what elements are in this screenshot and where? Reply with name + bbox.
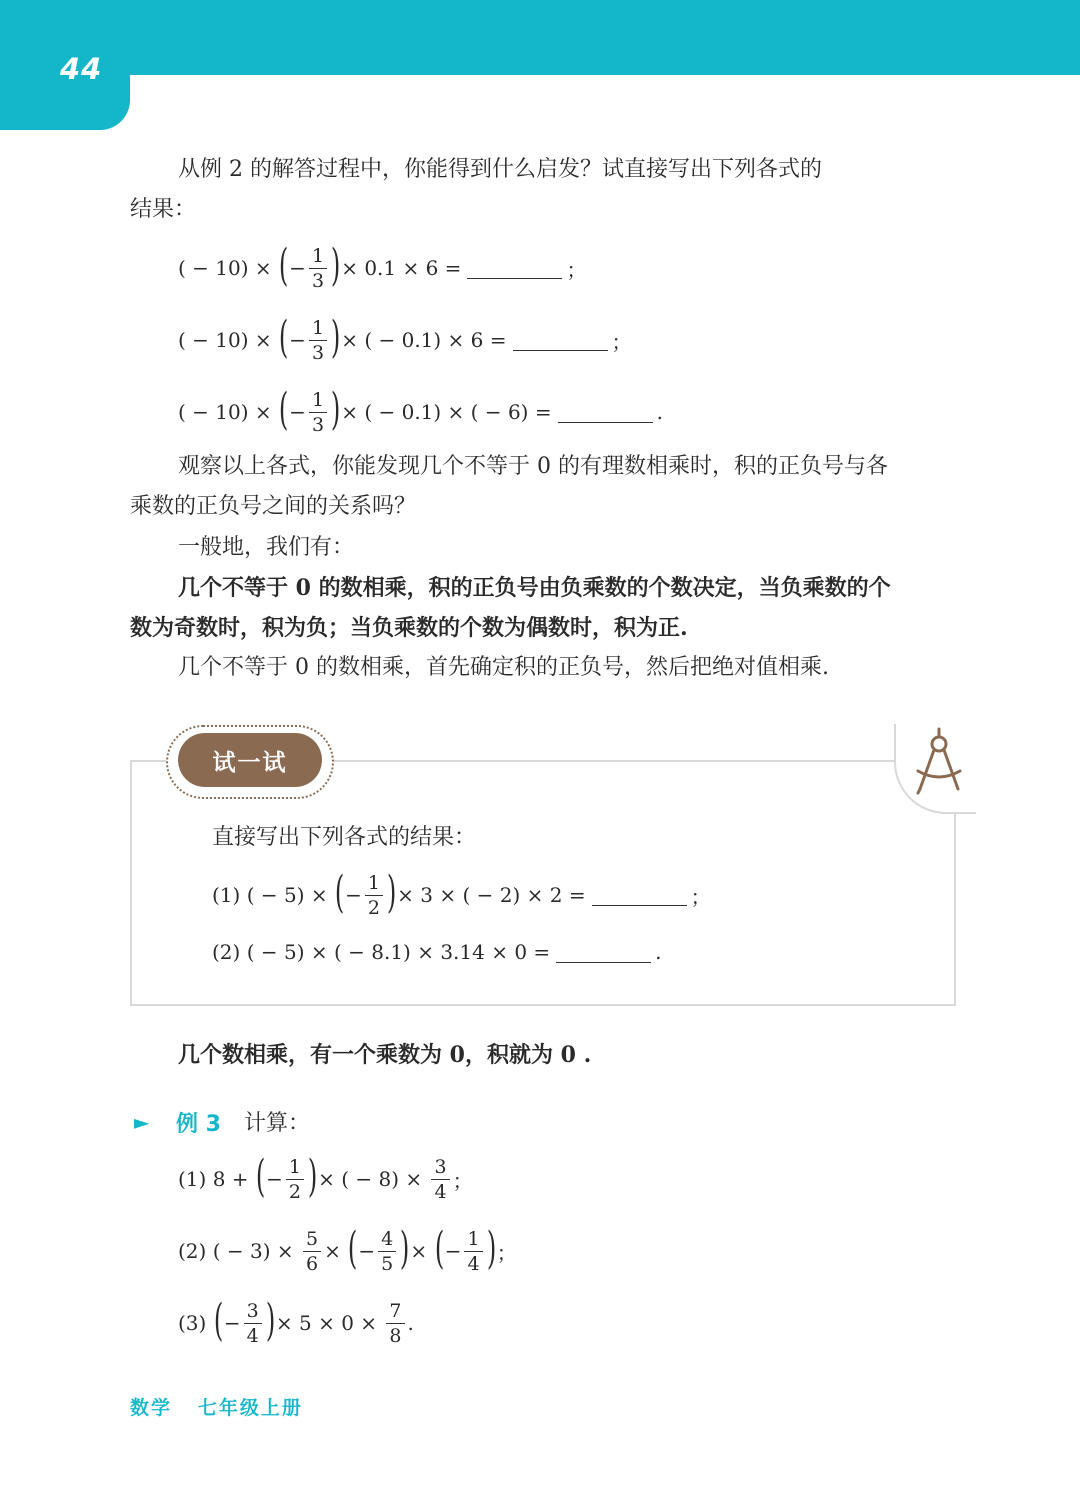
denominator: 3 bbox=[311, 413, 325, 436]
minus-sign: − bbox=[289, 256, 306, 280]
fraction bbox=[386, 1301, 404, 1346]
right-paren: ) bbox=[330, 240, 341, 291]
denominator: 3 bbox=[311, 269, 325, 292]
answer-blank bbox=[467, 258, 562, 279]
numerator: 1 bbox=[309, 318, 327, 341]
numerator: 4 bbox=[378, 1229, 396, 1252]
exercise-2 bbox=[178, 312, 632, 368]
answer-blank bbox=[592, 885, 687, 906]
punctuation: ； bbox=[566, 257, 587, 282]
try-question-2 bbox=[212, 924, 662, 980]
page-number: 44 bbox=[60, 52, 103, 86]
fraction bbox=[309, 318, 327, 363]
try-question-1 bbox=[212, 867, 711, 923]
try-section-label: 试一试 bbox=[178, 733, 322, 787]
numerator: 5 bbox=[303, 1229, 321, 1252]
footer-grade: 七年级上册 bbox=[197, 1397, 303, 1419]
intro-line-2: 结果： bbox=[130, 197, 197, 222]
example-3-problem-3 bbox=[178, 1295, 414, 1351]
problem-text: (2) ( − 3) × bbox=[178, 1239, 300, 1263]
left-paren: ( bbox=[278, 384, 289, 435]
denominator: 4 bbox=[246, 1324, 259, 1347]
denominator: 8 bbox=[389, 1324, 402, 1347]
example-3-problem-2 bbox=[178, 1223, 517, 1279]
rule-line-2: 数为奇数时，积为负；当负乘数的个数为偶数时，积为正. bbox=[130, 615, 688, 641]
minus-sign: − bbox=[289, 400, 306, 424]
numerator: 1 bbox=[365, 873, 383, 896]
problem-text: (3) bbox=[178, 1311, 213, 1335]
right-paren: ) bbox=[265, 1295, 276, 1346]
denominator: 4 bbox=[434, 1180, 447, 1203]
punctuation: ； bbox=[496, 1240, 517, 1265]
rule-line-1: 几个不等于 0 的数相乘，积的正负号由负乘数的个数决定，当负乘数的个 bbox=[178, 575, 891, 601]
exercise-3 bbox=[178, 384, 663, 440]
minus-sign: − bbox=[358, 1239, 376, 1263]
exercise-text: (1) ( − 5) × bbox=[212, 883, 334, 907]
right-paren: ) bbox=[330, 384, 341, 435]
observe-line-1: 观察以上各式，你能发现几个不等于 0 的有理数相乘时，积的正负号与各 bbox=[178, 454, 888, 479]
minus-sign: − bbox=[444, 1239, 462, 1263]
answer-blank bbox=[556, 942, 651, 963]
method-statement: 几个不等于 0 的数相乘，首先确定积的正负号，然后把绝对值相乘. bbox=[178, 655, 829, 680]
punctuation: ； bbox=[690, 884, 711, 909]
minus-sign: − bbox=[289, 328, 306, 352]
punctuation: . bbox=[655, 940, 662, 964]
left-paren: ( bbox=[213, 1295, 223, 1346]
exercise-text: ( − 10) × bbox=[178, 400, 278, 424]
exercise-1 bbox=[178, 240, 586, 296]
footer bbox=[130, 1393, 303, 1420]
observe-line-2: 乘数的正负号之间的关系吗？ bbox=[130, 494, 417, 519]
left-paren: ( bbox=[434, 1223, 444, 1274]
punctuation: ； bbox=[452, 1168, 473, 1193]
left-paren: ( bbox=[348, 1223, 358, 1274]
right-paren: ) bbox=[400, 1223, 410, 1274]
fraction bbox=[309, 390, 327, 435]
exercise-text: × ( − 0.1) × ( − 6) = bbox=[341, 400, 552, 424]
exercise-text: × 3 × ( − 2) × 2 = bbox=[397, 883, 586, 907]
denominator: 3 bbox=[311, 341, 325, 364]
fraction bbox=[286, 1157, 304, 1202]
example-3-title: 计算： bbox=[244, 1111, 311, 1136]
intro-line-1: 从例 2 的解答过程中，你能得到什么启发？试直接写出下列各式的 bbox=[178, 157, 822, 182]
numerator: 1 bbox=[286, 1157, 304, 1180]
right-paren: ) bbox=[307, 1151, 318, 1202]
numerator: 1 bbox=[464, 1229, 482, 1252]
denominator: 2 bbox=[288, 1180, 301, 1203]
punctuation: . bbox=[656, 400, 663, 424]
answer-blank bbox=[558, 402, 653, 423]
exercise-text: ( − 10) × bbox=[178, 256, 278, 280]
numerator: 1 bbox=[309, 246, 327, 269]
right-paren: ) bbox=[386, 867, 397, 918]
problem-text: (1) 8 + bbox=[178, 1167, 255, 1191]
right-paren: ) bbox=[330, 312, 341, 363]
numerator: 1 bbox=[309, 390, 327, 413]
fraction bbox=[464, 1229, 482, 1274]
denominator: 2 bbox=[367, 896, 380, 919]
problem-text: × bbox=[324, 1239, 348, 1263]
problem-text: × 5 × 0 × bbox=[275, 1311, 384, 1335]
right-paren: ) bbox=[486, 1223, 496, 1274]
answer-blank bbox=[513, 330, 608, 351]
exercise-text: × ( − 0.1) × 6 = bbox=[341, 328, 507, 352]
problem-text: × bbox=[410, 1239, 434, 1263]
problem-text: × ( − 8) × bbox=[318, 1167, 429, 1191]
left-paren: ( bbox=[334, 867, 345, 918]
example-3-label: 例 3 bbox=[176, 1112, 221, 1137]
left-paren: ( bbox=[278, 240, 289, 291]
fraction bbox=[244, 1301, 262, 1346]
left-paren: ( bbox=[255, 1151, 266, 1202]
numerator: 3 bbox=[244, 1301, 262, 1324]
fraction bbox=[365, 873, 383, 918]
numerator: 7 bbox=[386, 1301, 404, 1324]
compass-icon bbox=[912, 727, 966, 795]
minus-sign: − bbox=[266, 1167, 283, 1191]
header-band bbox=[0, 0, 1080, 75]
punctuation: ； bbox=[611, 329, 632, 354]
denominator: 5 bbox=[381, 1252, 394, 1275]
denominator: 4 bbox=[467, 1252, 480, 1275]
general-statement: 一般地，我们有： bbox=[178, 535, 355, 560]
triangle-right-icon: ► bbox=[134, 1110, 150, 1134]
zero-rule: 几个数相乘，有一个乘数为 0，积就为 0 . bbox=[178, 1042, 592, 1068]
exercise-text: × 0.1 × 6 = bbox=[341, 256, 462, 280]
example-3-problem-1 bbox=[178, 1151, 473, 1207]
left-paren: ( bbox=[278, 312, 289, 363]
denominator: 6 bbox=[305, 1252, 319, 1275]
exercise-text: (2) ( − 5) × ( − 8.1) × 3.14 × 0 = bbox=[212, 940, 551, 964]
try-intro: 直接写出下列各式的结果： bbox=[212, 825, 477, 850]
minus-sign: − bbox=[345, 883, 362, 907]
fraction bbox=[303, 1229, 321, 1274]
footer-subject: 数学 bbox=[130, 1397, 173, 1419]
exercise-text: ( − 10) × bbox=[178, 328, 278, 352]
fraction bbox=[378, 1229, 396, 1274]
punctuation: . bbox=[407, 1311, 414, 1335]
minus-sign: − bbox=[223, 1311, 241, 1335]
fraction bbox=[309, 246, 327, 291]
numerator: 3 bbox=[431, 1157, 449, 1180]
fraction bbox=[431, 1157, 449, 1202]
